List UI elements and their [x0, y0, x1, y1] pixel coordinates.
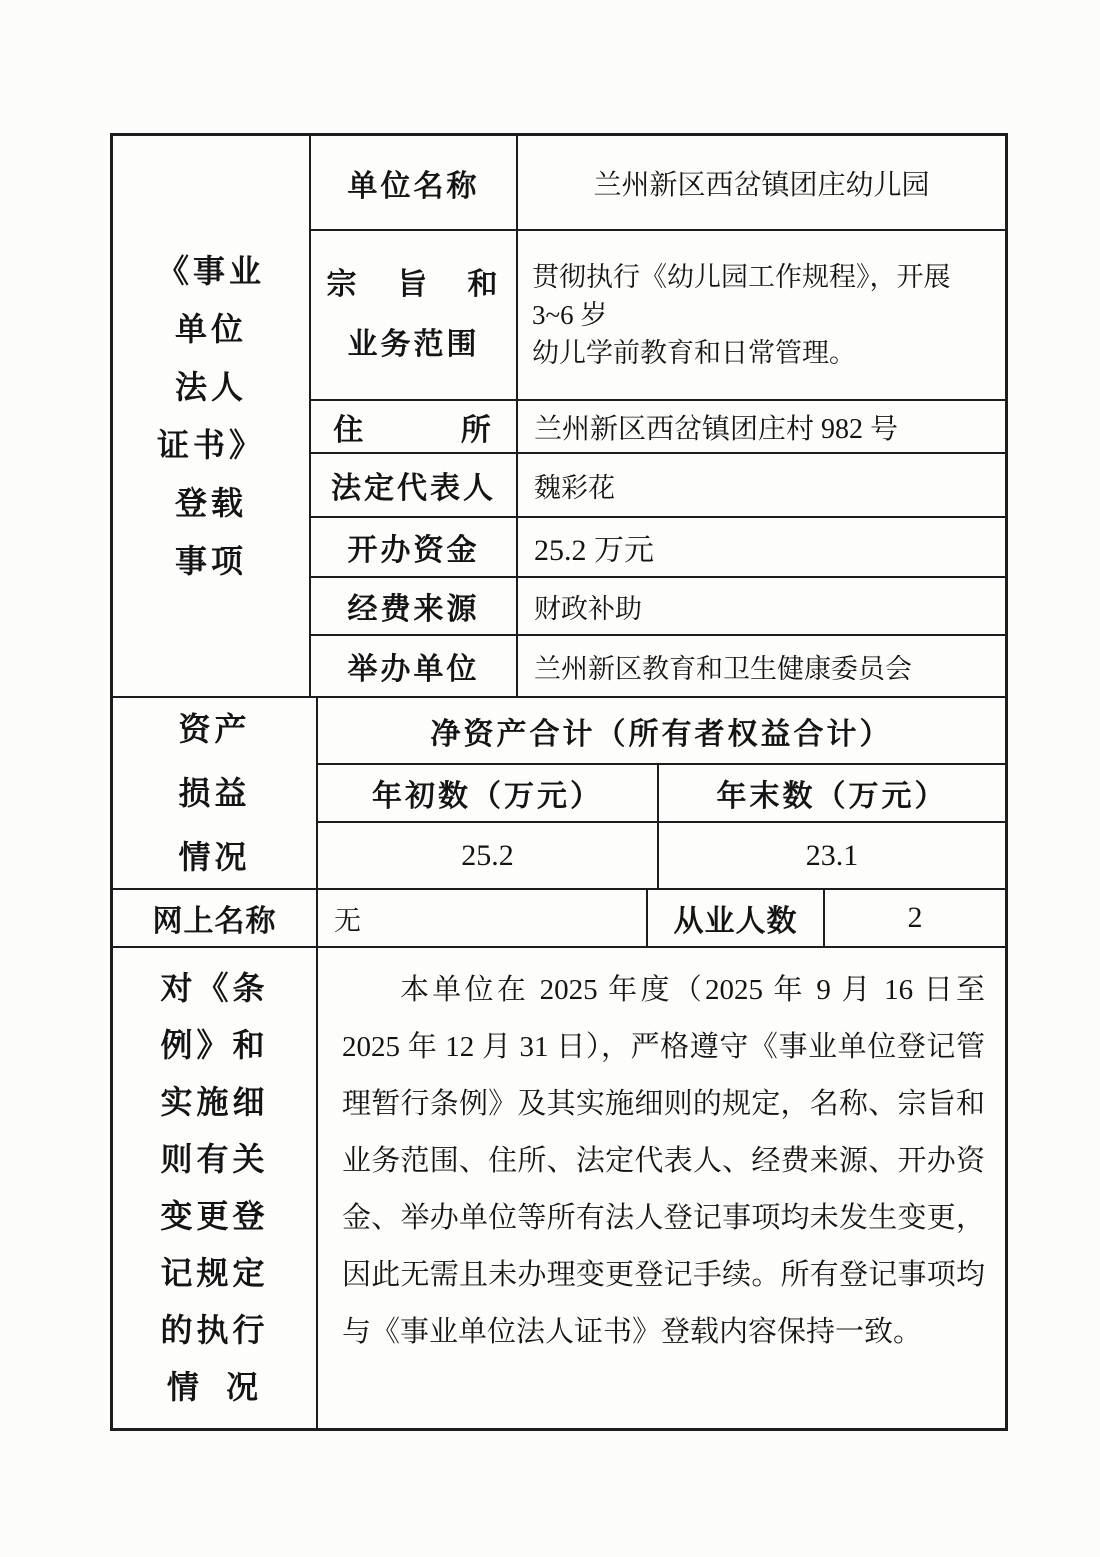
- legal-rep-value: 魏彩花: [518, 454, 1005, 518]
- row-header-mission: [311, 231, 518, 401]
- row-header-organizer: 举办单位: [311, 636, 518, 698]
- compliance-statement-text: 本单位在 2025 年度（2025 年 9 月 16 日至 2025 年 12 月 31 日），严格遵守《事业单位登记管理暂行条例》及其实施细则的规定，名称、宗旨和业务范围、住所、法定代表人、经费来源、开办资金、举办单位等所有法人登记事项均未发生变更，因此无需且未办理变更登记手续。所有登记事项均与《事业单位法人证书》登载内容保持一致。: [342, 974, 985, 1348]
- side-label-line: 记规定: [160, 1255, 269, 1291]
- row-header-unit-name: 单位名称: [311, 136, 518, 231]
- side-label-line: 资产: [178, 711, 251, 747]
- online-name-label: 网上名称: [113, 890, 318, 948]
- side-label-line: 单位: [174, 311, 247, 347]
- end-of-year-value: 23.1: [659, 823, 1005, 890]
- side-label-line: 证书》: [156, 427, 265, 463]
- side-label-line: 实施细: [160, 1084, 269, 1120]
- side-label-line: 损益: [178, 775, 251, 811]
- side-label-line: 的执行: [160, 1312, 269, 1348]
- certificate-section-label: [113, 136, 311, 698]
- side-label-line: 情 况: [166, 1369, 263, 1405]
- annual-report-table: [110, 133, 1008, 1431]
- row-header-line: 宗 旨 和: [326, 268, 501, 301]
- side-label-line: 法人: [174, 369, 247, 405]
- side-label-line: 登载: [174, 485, 247, 521]
- side-label-line: 事项: [174, 543, 247, 579]
- assets-section-label: [113, 698, 318, 890]
- organizer-value: 兰州新区教育和卫生健康委员会: [518, 636, 1005, 698]
- side-label-line: 对《条: [160, 970, 269, 1006]
- end-of-year-header: 年末数（万元）: [659, 765, 1005, 823]
- side-label-line: 例》和: [160, 1027, 269, 1063]
- side-label-line: 变更登: [160, 1198, 269, 1234]
- mission-value-line: 贯彻执行《幼儿园工作规程》，开展 3~6 岁: [532, 262, 951, 330]
- side-label-line: 《事业: [156, 253, 265, 289]
- compliance-section-label: [113, 948, 318, 1428]
- row-header-legal-rep: 法定代表人: [311, 454, 518, 518]
- side-label-line: 情况: [178, 839, 251, 875]
- staff-count-value: 2: [825, 890, 1005, 948]
- address-value: 兰州新区西岔镇团庄村 982 号: [518, 401, 1005, 454]
- compliance-statement-cell: [318, 948, 1005, 1428]
- capital-value: 25.2 万元: [518, 518, 1005, 578]
- row-header-capital: 开办资金: [311, 518, 518, 578]
- staff-count-label: 从业人数: [648, 890, 825, 948]
- mission-value-line: 幼儿学前教育和日常管理。: [532, 338, 856, 368]
- begin-of-year-value: 25.2: [318, 823, 659, 890]
- net-assets-total-header: 净资产合计（所有者权益合计）: [318, 698, 1005, 765]
- row-header-address: 住 所: [311, 401, 518, 454]
- online-name-value: 无: [318, 890, 648, 948]
- unit-name-value: 兰州新区西岔镇团庄幼儿园: [518, 136, 1005, 231]
- row-header-line: 业务范围: [347, 328, 480, 361]
- side-label-line: 则有关: [160, 1141, 269, 1177]
- begin-of-year-header: 年初数（万元）: [318, 765, 659, 823]
- funding-value: 财政补助: [518, 578, 1005, 636]
- row-header-funding: 经费来源: [311, 578, 518, 636]
- mission-value: [518, 231, 1005, 401]
